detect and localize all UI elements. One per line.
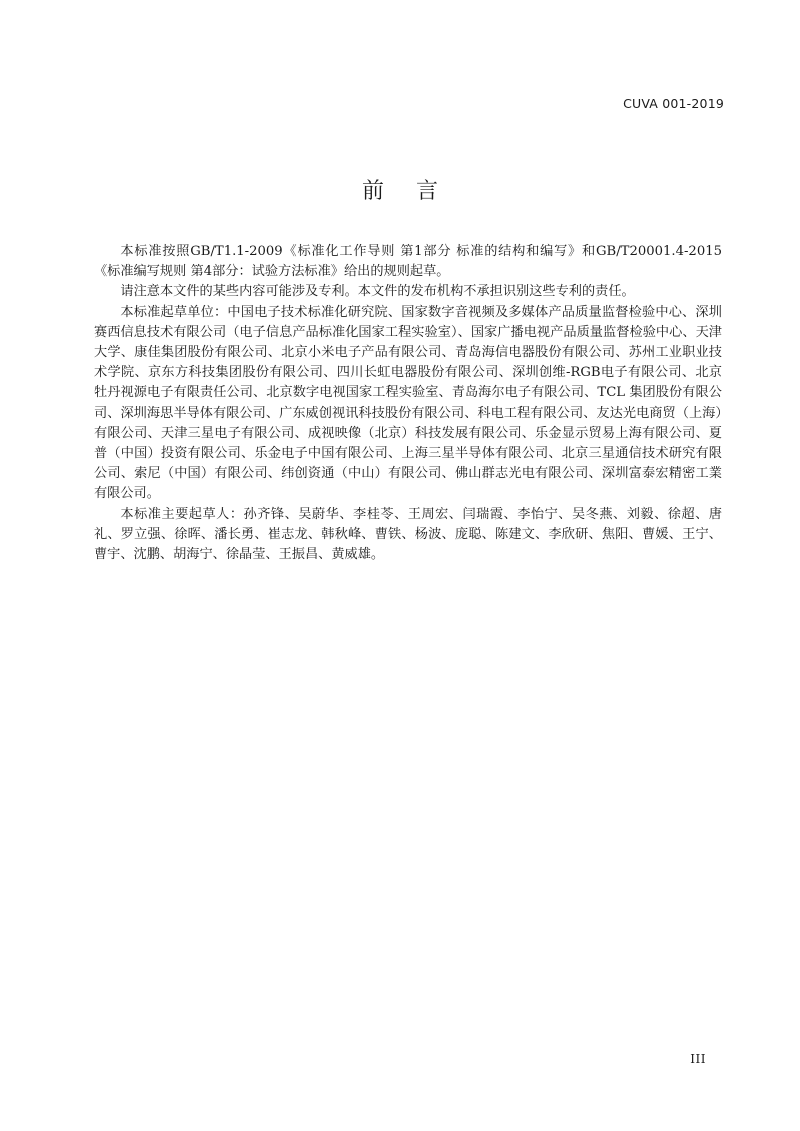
document-code: CUVA 001-2019: [623, 96, 724, 111]
paragraph-drafters: 本标准主要起草人：孙齐锋、吴蔚华、李桂苓、王周宏、闫瑞霞、李怡宁、吴冬燕、刘毅、徐超、唐礼、罗立强、徐晖、潘长勇、崔志龙、韩秋峰、曹铁、杨波、庞聪、陈建文、李欣研、焦阳、曹媛、王宁、曹宇、沈鹏、胡海宁、徐晶莹、王振昌、黄威雄。: [94, 506, 722, 563]
page-title: 前言: [361, 179, 470, 204]
paragraph-drafting-rules: 本标准按照GB/T1.1-2009《标准化工作导则 第1部分 标准的结构和编写》和GB/T20001.4-2015《标准编写规则 第4部分：试验方法标准》给出的规则起草。: [94, 244, 722, 280]
page-number: III: [690, 1052, 706, 1066]
paragraph-drafting-units: 本标准起草单位：中国电子技术标准化研究院、国家数字音视频及多媒体产品质量监督检验中心、深圳赛西信息技术有限公司（电子信息产品标准化国家工程实验室）、国家广播电视产品质量监督检验中心、天津大学、康佳集团股份有限公司、北京小米电子产品有限公司、青岛海信电器股份有限公司、苏州工业职业技术学院、京东方科技集团股份有限公司、四川长虹电器股份有限公司、深圳创维-RGB电子有限公司、北京牡丹视源电子有限责任公司、北京数字电视国家工程实验室、青岛海尔电子有限公司、TCL 集团股份有限公司、深圳海思半导体有限公司、广东威创视讯科技股份有限公司、科电工程有限公司、友达光电商贸（上海）有限公司、天津三星电子有限公司、成视映像（北京）科技发展有限公司、乐金显示贸易上海有限公司、夏普（中国）投资有限公司、乐金电子中国有限公司、上海三星半导体有限公司、北京三星通信技术研究有限公司、索尼（中国）有限公司、纬创资通（中山）有限公司、佛山群志光电有限公司、深圳富泰宏精密工業有限公司。: [94, 304, 722, 502]
preface-body: [94, 242, 722, 565]
paragraph-patent-notice: 请注意本文件的某些内容可能涉及专利。本文件的发布机构不承担识别这些专利的责任。: [120, 284, 635, 300]
